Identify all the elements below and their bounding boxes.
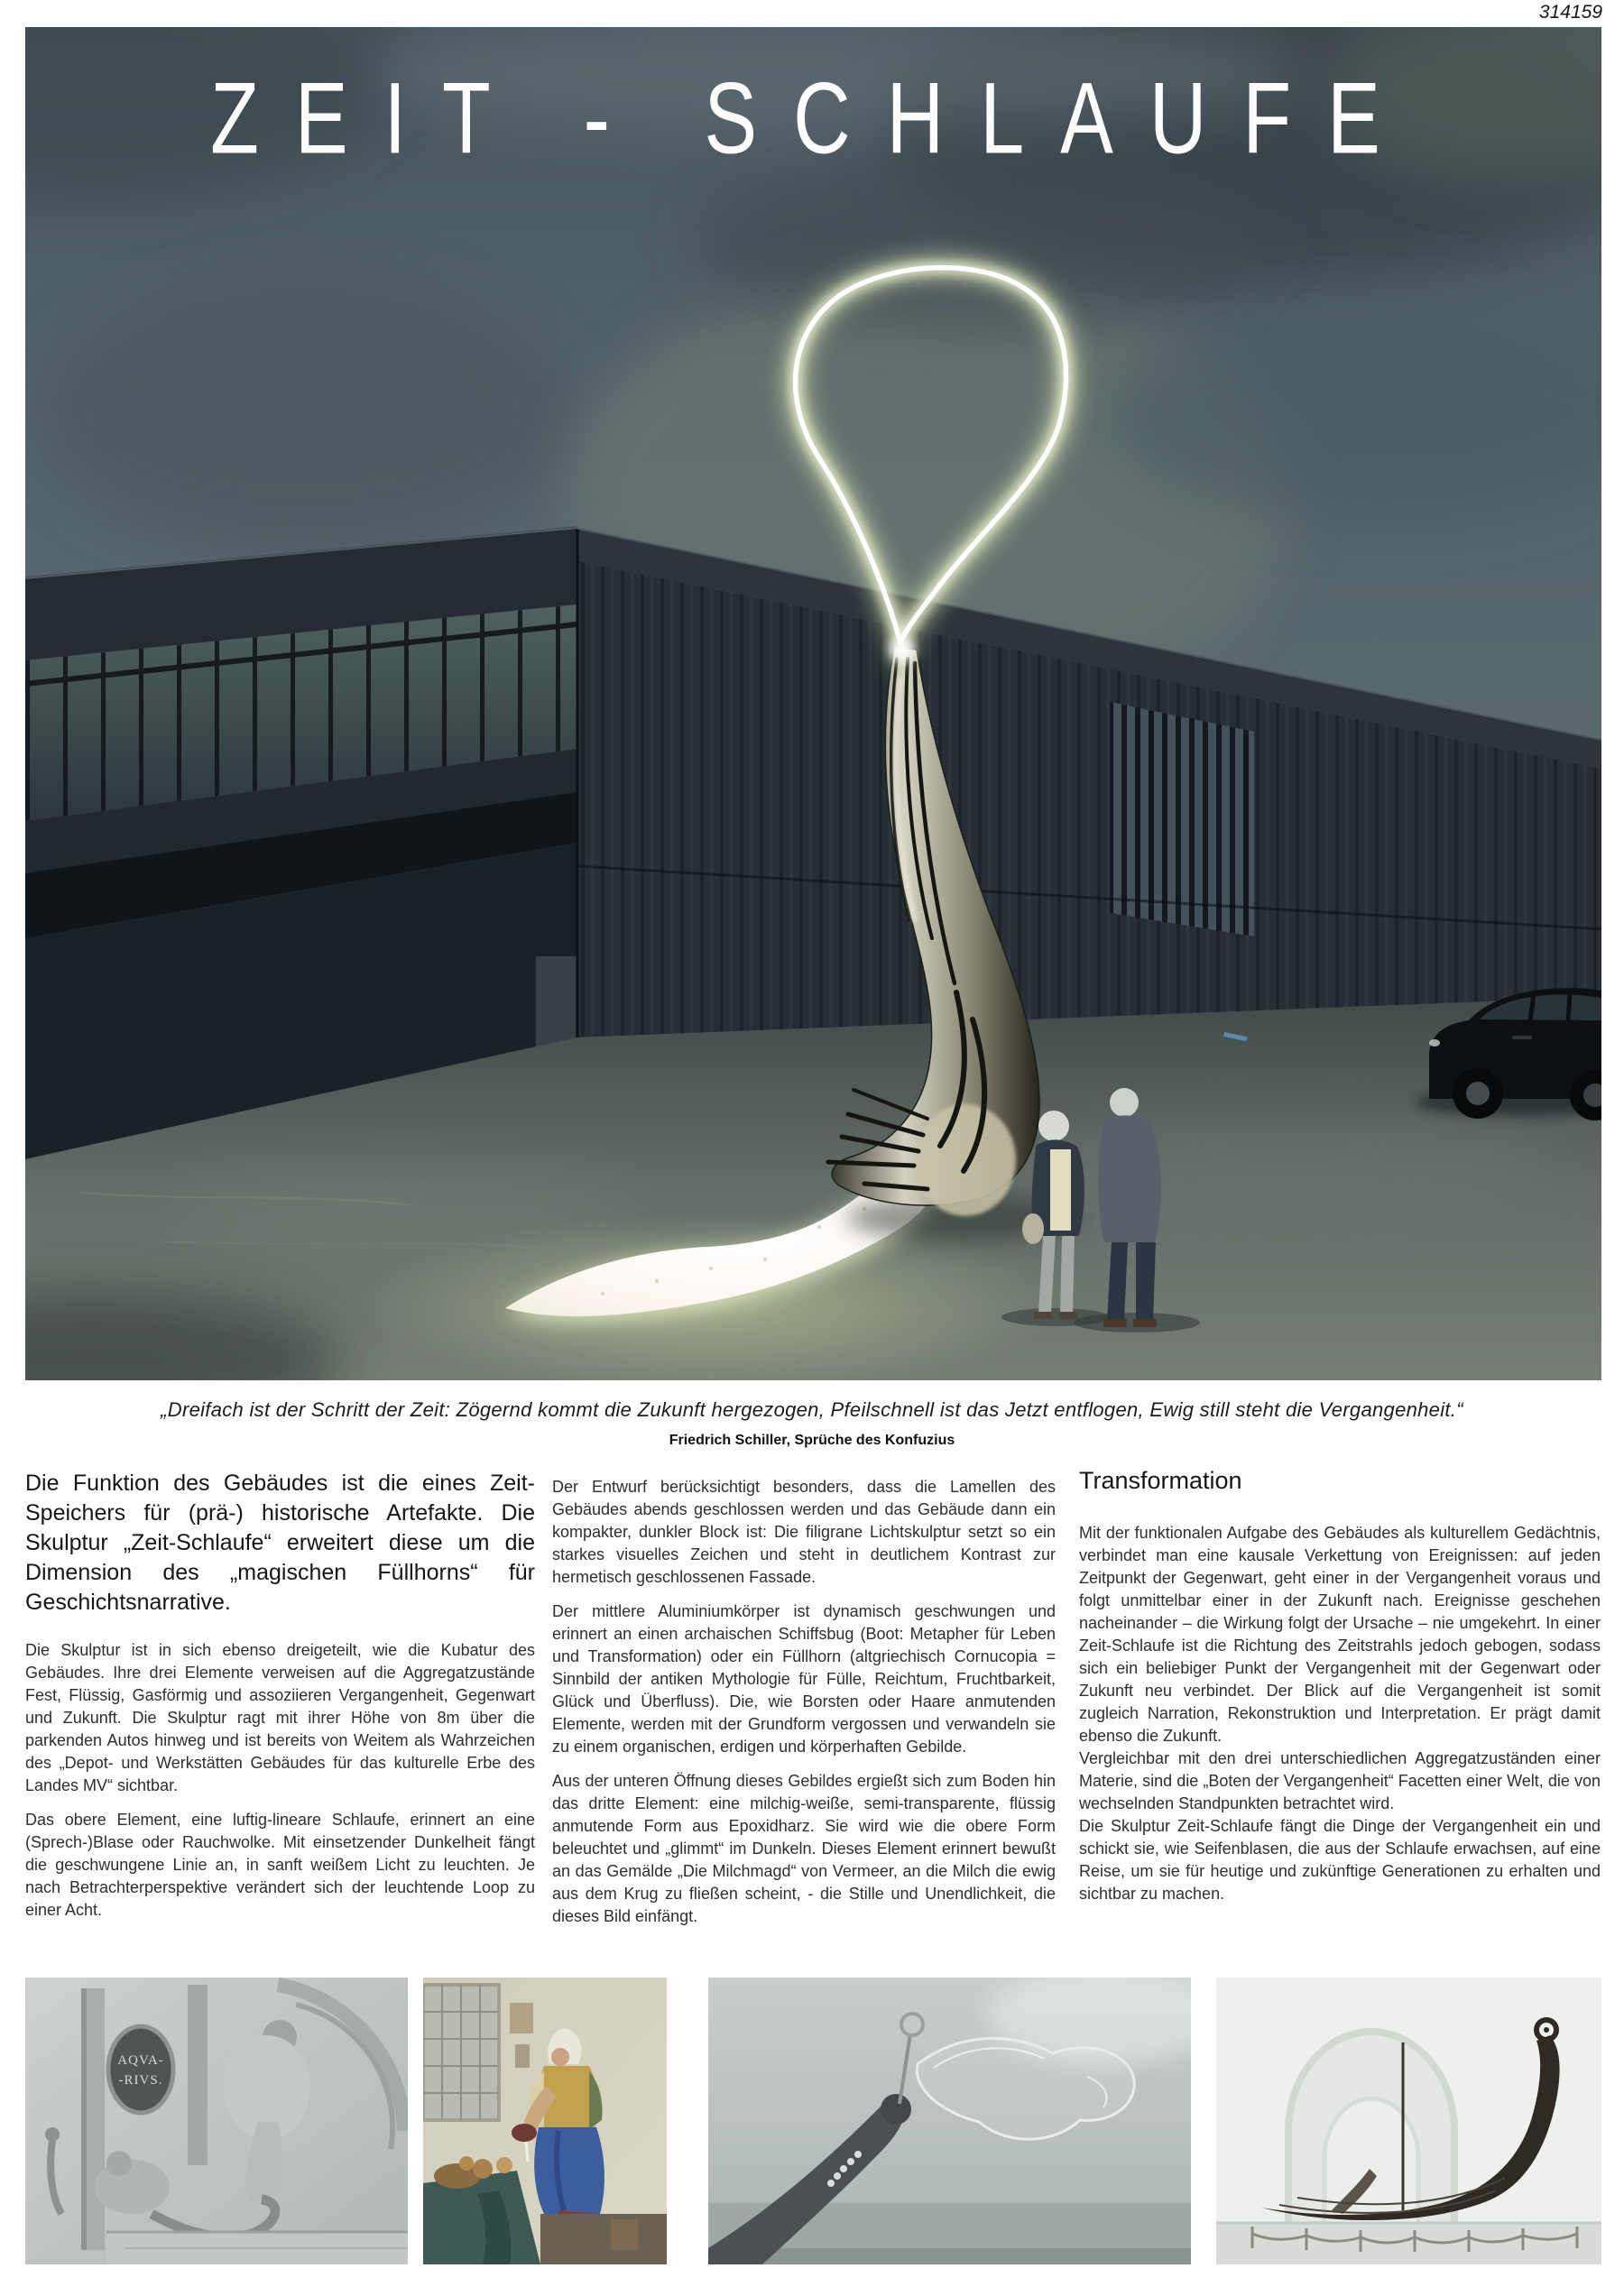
man-head [1110,1088,1139,1117]
foot-warmer [611,2219,638,2250]
svg-text:-RIVS. [119,2073,163,2088]
paragraph: Aus der unteren Öffnung dieses Gebildes ergießt sich zum Boden hin das dritte Element: eine milchig-weiße, semi-transparente, flüssig anmutende Form aus Epoxidharz. Sie wird wie die obere Form beleuchtet und „glimmt“ im Dunkeln. Dieses Element erinnert bewußt an das Gemälde „Die Milchmagd“ von Vermeer, an die Milch die ewig aus dem Krug zu fließen scheint, - die Stille und Unendlichkeit, die dieses Bild einfängt. [552,1772,1056,1925]
hero-photo [25,27,1601,1380]
column-left [25,1469,535,1933]
paragraph: Vergleichbar mit den drei unterschiedlichen Aggregatzuständen einer Materie, sind die „Boten der Vergangenheit“ Facetten einer Welt, die von wechselnden Standpunkten betrachtet wird. [1079,1749,1601,1812]
plaque-line-1: AQVA- [117,2053,164,2068]
hero-scene [25,27,1601,1380]
paragraph: Die Skulptur ist in sich ebenso dreigeteilt, wie die Kubatur des Gebäudes. Ihre drei Elemente verweisen auf die Aggregatzustände Fest, Flüssig, Gasförmig und assoziieren Vergangenheit, Gegenwart und Zukunft. Die Skulptur ragt mit ihrer Höhe von 8m über die parkenden Autos hinweg und ist bereits von Weitem als Wahrzeichen des „Depot- und Werkstätten Gebäudes für das kulturelle Erbe des Landes MV“ sichtbar. [25,1641,535,1794]
vermeer-milkmaid [423,1978,667,2264]
putto [94,2160,170,2214]
entry-number: 314159 [1538,2,1602,23]
paragraph: Mit der funktionalen Aufgabe des Gebäudes als kulturellem Gedächtnis, verbindet man eine kausale Verkettung von Ereignissen: auf jeden Zeitpunkt der Gegenwart, geht einer in der Vergangenheit voraus und folgt unmittelbar einer in der Zukunft nach. Ereignisse geschehen nacheinander – die Wirkung folgt der Ursache – nie umgekehrt. In einer Zeit-Schlaufe ist die Richtung des Zeitstrahls jedoch gebogen, sodass sich ein beliebiger Punkt der Vergangenheit mit der Gegenwart oder Zukunft neu verbindet. Der Blick auf die Vergangenheit ist somit zugleich Narration, Rekonstruktion und Interpretation. Er prägt damit ebenso die Zukunft. [1079,1524,1601,1745]
soap-bubble-photo [708,1978,1191,2264]
woman-head [1038,1111,1069,1141]
aquarius-engraving [25,1978,408,2264]
fibrous-wrap [915,1104,1016,1216]
schiller-quote: „Dreifach ist der Schritt der Zeit: Zögernd kommt die Zukunft hergezogen, Pfeilschnell ist das Jetzt entflogen, Ewig still steht die Vergangenheit.“ [161,1398,1463,1421]
quote-attribution: Friedrich Schiller, Sprüche des Konfuzius [669,1433,955,1448]
transformation-heading: Transformation [1079,1467,1242,1494]
aquarius-plaque [108,2026,173,2113]
paragraph: Der mittlere Aluminiumkörper ist dynamisch geschwungen und erinnert an einen archaischen Schiffsbug (Boot: Metapher für Leben und Transformation) oder ein Füllhorn (altgriechisch Cornucopia = Sinnbild der antiken Mythologie für Fülle, Reichtum, Fruchtbarkeit, Glück und Überfluss). Die, wie Borsten oder Haare anmutenden Elemente, werden mit der Grundform vergossen und verwandeln sie zu einem organischen, erdigen und körperhaften Gebilde. [552,1602,1056,1756]
column-right [1079,1467,1601,1905]
basket-on-wall [510,2003,533,2033]
svg-text:AQVA- [117,2053,163,2068]
viking-ship-museum [1216,1978,1601,2264]
paragraph: Der Entwurf berücksichtigt besonders, dass die Lamellen des Gebäudes abends geschlossen werden und das Gebäude dann ein kompakter, dunkler Block ist: Die filigrane Lichtskulptur setzt so ein starkes visuelles Zeichen und steht in deutlichem Kontrast zur hermetisch geschlossenen Fassade. [552,1478,1056,1586]
plaque-line-2: -RIVS. [118,2073,163,2088]
paragraph: Das obere Element, eine luftig-lineare Schlaufe, erinnert an eine (Sprech-)Blase oder Rauchwolke. Mit einsetzender Dunkelheit fängt die geschwungene Linie an, in sanft weißem Licht zu leuchten. Je nach Betrachterperspektive verändert sich der leuchtende Loop zu einer Acht. [25,1811,535,1919]
milk-jug [512,2124,537,2142]
paragraph: Die Skulptur Zeit-Schlaufe fängt die Dinge der Vergangenheit ein und schickt sie, wie Seifenblasen, die aus der Schlaufe erwachsen, auf eine Reise, um sie für heutige und zukünftige Generationen zu erhalten und sichtbar zu machen. [1079,1817,1601,1903]
lead-heading: Die Funktion des Gebäudes ist die eines Zeit-Speichers für (prä-) historische Artefakte. Die Skulptur „Zeit-Schlaufe“ erweitert diese um die Dimension des „magischen Füllhorns“ für Geschichtsnarrative. [25,1471,535,1615]
column-middle [552,1476,1056,1940]
poster-title: ZEIT - SCHLAUFE [210,60,1416,175]
lantern [515,2044,530,2068]
hand [881,2094,911,2125]
milk-stream [526,2142,528,2162]
